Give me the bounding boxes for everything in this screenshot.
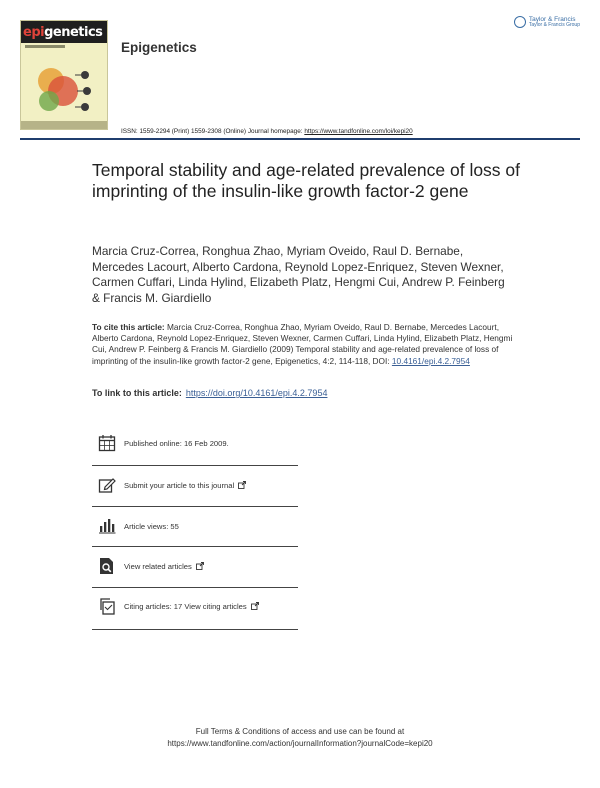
publisher-logo-text: Taylor & Francis Taylor & Francis Group xyxy=(528,16,580,29)
citing-row[interactable] xyxy=(98,590,298,622)
views-text: Article views: 55 xyxy=(124,521,179,531)
external-link-icon xyxy=(251,602,259,610)
bar-chart-icon xyxy=(98,517,116,535)
article-title: Temporal stability and age-related prevalence of loss of imprinting of the insulin-like growth factor-2 gene xyxy=(92,160,521,201)
divider xyxy=(92,587,298,588)
document-search-icon xyxy=(98,557,116,575)
issn-line: ISSN: 1559-2294 (Print) 1559-2308 (Online) Journal homepage: https://www.tandfonline.com/loi/kepi20 xyxy=(121,128,413,135)
divider xyxy=(92,546,298,547)
footer-line-1: Full Terms & Conditions of access and use can be found at xyxy=(195,727,405,736)
publisher-logo-icon xyxy=(514,16,526,28)
journal-name: Epigenetics xyxy=(121,40,197,55)
footer-terms-link[interactable]: https://www.tandfonline.com/action/journalInformation?journalCode=kepi20 xyxy=(167,738,433,748)
submit-row[interactable] xyxy=(98,469,298,501)
views-row xyxy=(98,510,298,542)
related-link[interactable]: View related articles xyxy=(124,561,192,571)
link-line xyxy=(92,388,327,398)
edit-icon xyxy=(98,476,116,494)
citation-text: Marcia Cruz-Correa, Ronghua Zhao, Myriam Oveido, Raul D. Bernabe, Mercedes Lacourt, Alberto Cardona, Reynold Lopez-Enriquez, Steven Wexner, Carmen Cuffari, Linda Hylind, Elizabeth Platz, Hengmi Cui, Andrew P. Feinberg & Francis M. Giardiello (2009) Temporal stability and age-related prevalence of loss of imprinting of the insulin-like growth factor-2 gene, Epigenetics, 4:2, 114-118, DOI: xyxy=(92,322,513,366)
cover-logo: epigenetics xyxy=(23,25,103,40)
related-row[interactable] xyxy=(98,550,298,582)
header-rule xyxy=(20,138,580,140)
copy-icon xyxy=(98,597,116,615)
doi-link[interactable]: 10.4161/epi.4.2.7954 xyxy=(391,355,470,366)
cover-subtitle-bar xyxy=(25,45,65,48)
external-link-icon xyxy=(196,562,204,570)
journal-cover xyxy=(20,20,108,130)
submit-link[interactable]: Submit your article to this journal xyxy=(124,480,235,490)
published-row xyxy=(98,427,298,459)
footer xyxy=(0,726,600,749)
divider xyxy=(92,629,298,630)
article-authors: Marcia Cruz-Correa, Ronghua Zhao, Myriam Oveido, Raul D. Bernabe, Mercedes Lacourt, Alberto Cardona, Reynold Lopez-Enriquez, Steven Wexner, Carmen Cuffari, Linda Hylind, Elizabeth Platz, Hengmi Cui, Andrew P. Feinberg & Francis M. Giardiello xyxy=(92,244,505,305)
publisher-logo[interactable] xyxy=(514,16,580,29)
external-link-icon xyxy=(238,481,246,489)
divider xyxy=(92,506,298,507)
link-label: To link to this article: xyxy=(92,388,182,398)
cover-footer-band xyxy=(21,121,107,129)
calendar-icon xyxy=(98,434,116,452)
article-link[interactable]: https://doi.org/10.4161/epi.4.2.7954 xyxy=(185,388,328,398)
citing-link[interactable]: Citing articles: 17 View citing articles xyxy=(124,601,247,611)
citation-label: To cite this article: xyxy=(92,322,165,332)
cover-illustration xyxy=(29,61,101,119)
published-text: Published online: 16 Feb 2009. xyxy=(124,438,229,448)
citation-block xyxy=(92,322,522,367)
journal-homepage-link[interactable]: https://www.tandfonline.com/loi/kepi20 xyxy=(304,128,413,135)
divider xyxy=(92,465,298,466)
